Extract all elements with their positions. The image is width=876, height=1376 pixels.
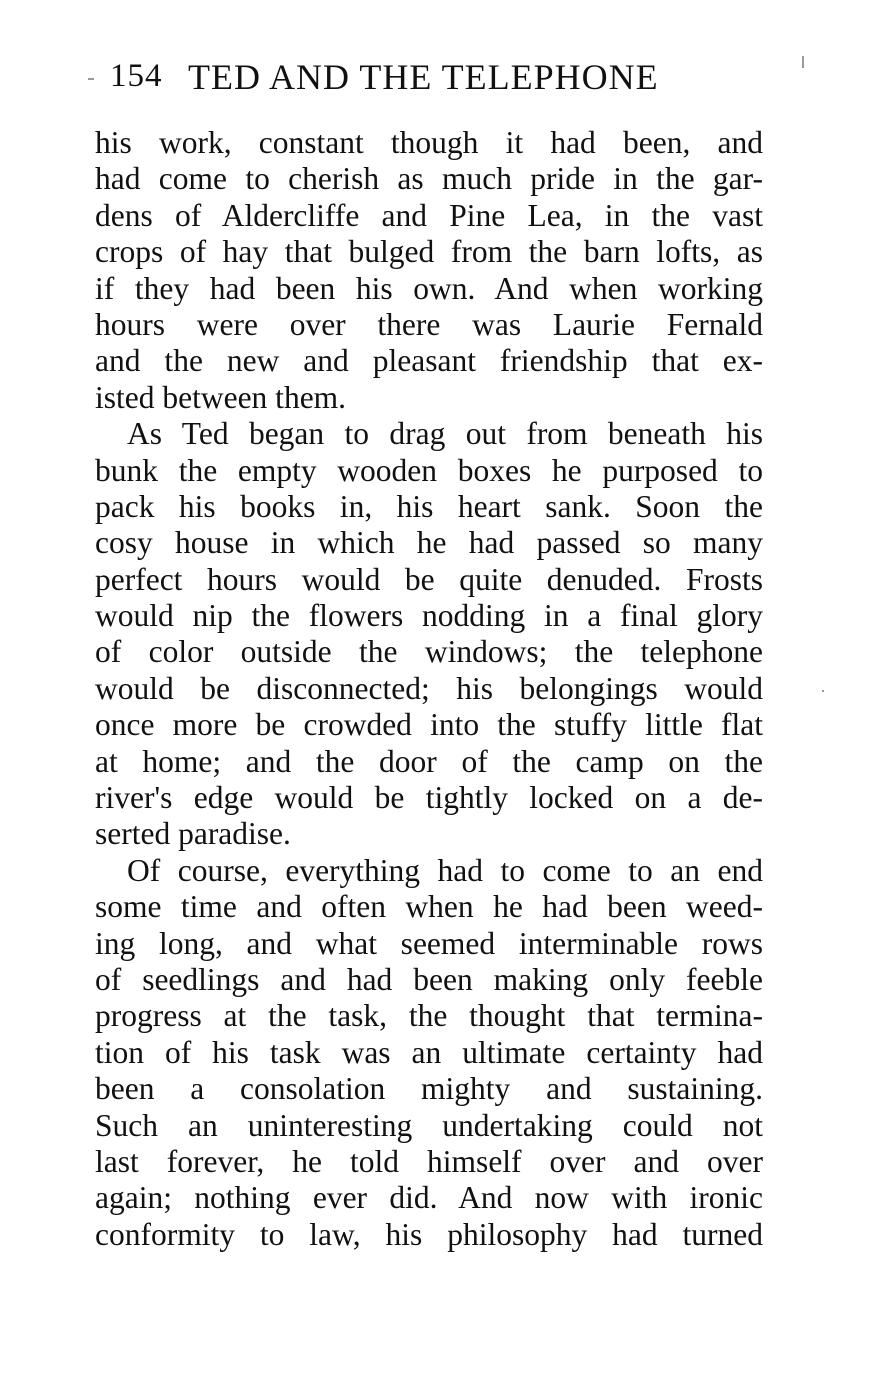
text-line: Such an uninteresting undertaking could not (95, 1107, 763, 1143)
text-line: serted paradise. (95, 816, 291, 852)
running-head: TED AND THE TELEPHONE (188, 57, 659, 97)
text-line: ing long, and what seemed interminable rows (95, 925, 763, 961)
text-line: cosy house in which he had passed so many (95, 525, 763, 561)
text-line: isted between them. (95, 379, 347, 415)
text-line: tion of his task was an ultimate certainty had (95, 1034, 763, 1070)
text-line: of color outside the windows; the telephone (95, 634, 763, 670)
text-line: dens of Aldercliffe and Pine Lea, in the vast (95, 197, 763, 233)
text-line: some time and often when he had been weed- (95, 889, 763, 925)
text-line: had come to cherish as much pride in the gar- (95, 161, 763, 197)
text-line: would be disconnected; his belongings would (95, 670, 763, 706)
text-line: and the new and pleasant friendship that ex- (95, 343, 763, 379)
text-line: again; nothing ever did. And now with ironic (95, 1180, 763, 1216)
text-line: progress at the task, the thought that termina- (95, 998, 763, 1034)
scan-speck (88, 78, 94, 80)
text-line: once more be crowded into the stuffy little flat (95, 707, 763, 743)
body-text (95, 125, 763, 1253)
text-line: if they had been his own. And when working (95, 270, 763, 306)
text-line: at home; and the door of the camp on the (95, 743, 763, 779)
scan-speck (822, 690, 824, 692)
text-line: of seedlings and had been making only feeble (95, 961, 763, 997)
text-line: conformity to law, his philosophy had turned (95, 1216, 763, 1252)
text-line: Of course, everything had to come to an end (127, 852, 763, 888)
text-line: river's edge would be tightly locked on a de- (95, 780, 763, 816)
text-line: his work, constant though it had been, and (95, 125, 763, 160)
page-number: 154 (110, 58, 163, 94)
page-header (0, 56, 876, 100)
text-line: last forever, he told himself over and over (95, 1143, 763, 1179)
text-line: bunk the empty wooden boxes he purposed to (95, 452, 763, 488)
text-line: would nip the flowers nodding in a final glory (95, 598, 763, 634)
text-line: perfect hours would be quite denuded. Frosts (95, 561, 763, 597)
scan-speck (802, 56, 804, 68)
text-line: crops of hay that bulged from the barn lofts, as (95, 234, 763, 270)
text-line: pack his books in, his heart sank. Soon the (95, 488, 763, 524)
text-line: hours were over there was Laurie Fernald (95, 306, 763, 342)
text-line: been a consolation mighty and sustaining. (95, 1071, 763, 1107)
text-line: As Ted began to drag out from beneath his (127, 416, 763, 452)
